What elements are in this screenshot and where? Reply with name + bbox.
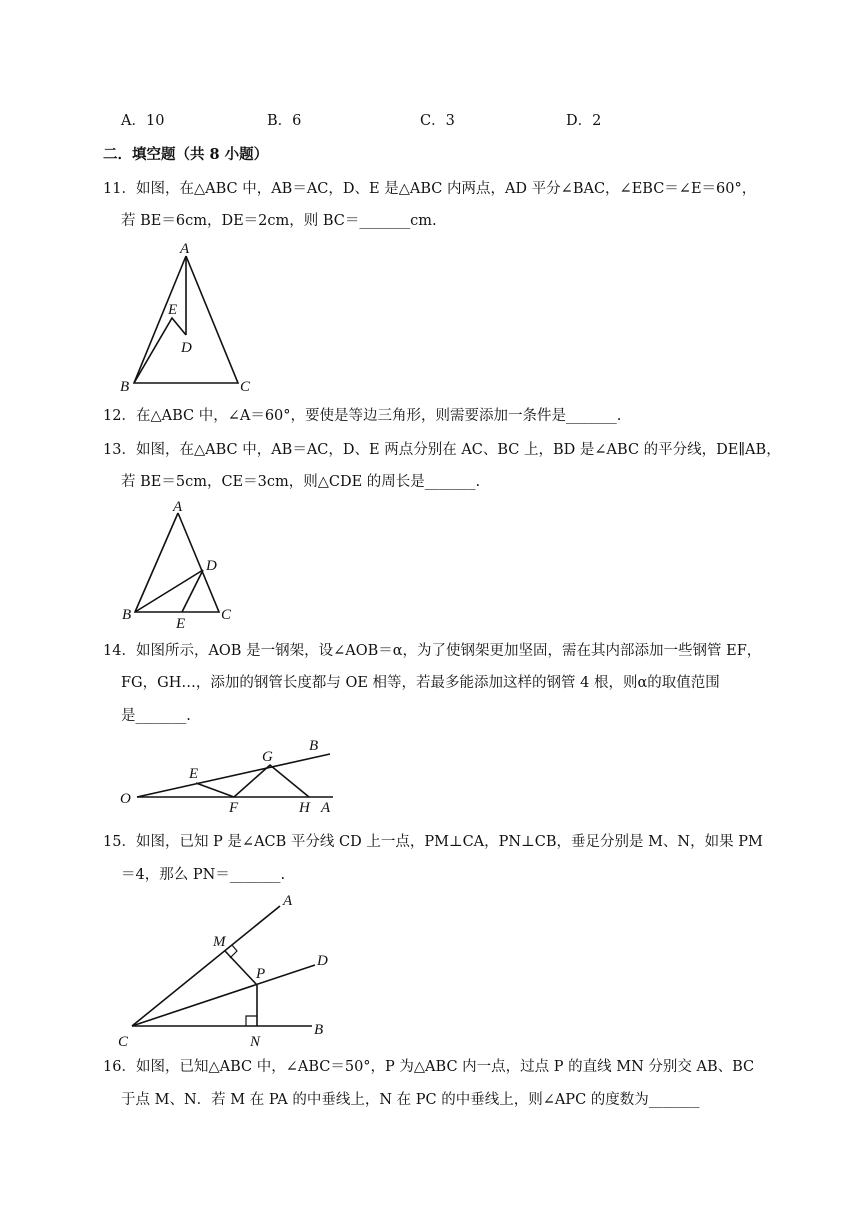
q13-label-e: E [176, 616, 186, 632]
q11-line1: 11．如图，在△ABC 中，AB＝AC，D、E 是△ABC 内两点，AD 平分∠BAC，∠EBC＝∠E＝60°， [103, 181, 757, 197]
q11-label-c: C [240, 379, 251, 395]
q13-label-b: B [122, 607, 132, 623]
q15-line1: 15．如图，已知 P 是∠ACB 平分线 CD 上一点，PM⊥CA，PN⊥CB，垂足分别是 M、N，如果 PM [103, 834, 763, 850]
q16-line2: 于点 M、N．若 M 在 PA 的中垂线上，N 在 PC 的中垂线上，则∠APC 的度数为_______ [121, 1092, 700, 1108]
q11-label-b: B [120, 379, 130, 395]
q15-line2: ＝4，那么 PN＝_______. [121, 867, 286, 883]
option-d: D．2 [566, 113, 602, 129]
q11-label-a: A [180, 241, 190, 257]
option-a: A．10 [121, 113, 165, 129]
q11-line2: 若 BE＝6cm，DE＝2cm，则 BC＝_______cm. [121, 213, 437, 229]
q14-label-g: G [262, 749, 273, 765]
q15-label-b: B [314, 1022, 324, 1038]
q13-line1: 13．如图，在△ABC 中，AB＝AC，D、E 两点分别在 AC、BC 上，BD 是∠ABC 的平分线，DE∥AB， [103, 442, 781, 458]
q14-line1: 14．如图所示，AOB 是一钢架，设∠AOB＝α，为了使钢架更加坚固，需在其内部添加一些钢管 EF， [103, 643, 762, 659]
q13-label-c: C [221, 607, 232, 623]
q13-line2: 若 BE＝5cm，CE＝3cm，则△CDE 的周长是_______. [121, 474, 481, 490]
q15-label-p: P [256, 966, 266, 982]
q14-label-b: B [309, 738, 319, 754]
q12-line1: 12．在△ABC 中，∠A＝60°，要使是等边三角形，则需要添加一条件是_______. [103, 408, 622, 424]
option-b: B．6 [267, 113, 302, 129]
q15-label-a: A [283, 893, 293, 909]
q14-line2: FG，GH…，添加的钢管长度都与 OE 相等，若最多能添加这样的钢管 4 根，则α的取值范围 [121, 675, 720, 691]
q15-label-m: M [213, 934, 226, 950]
q14-label-a: A [321, 800, 331, 816]
q14-label-h: H [299, 800, 310, 816]
section-heading: 二．填空题（共 8 小题） [103, 146, 269, 163]
q13-label-d: D [206, 558, 217, 574]
q14-label-o: O [120, 791, 131, 807]
q16-line1: 16．如图，已知△ABC 中，∠ABC＝50°，P 为△ABC 内一点，过点 P 的直线 MN 分别交 AB、BC [103, 1059, 755, 1075]
q11-label-d: D [181, 340, 192, 356]
q15-label-n: N [250, 1034, 261, 1050]
q11-label-e: E [168, 302, 178, 318]
q14-label-e: E [189, 766, 199, 782]
q13-label-a: A [173, 499, 183, 515]
q15-label-c: C [118, 1034, 129, 1050]
q14-label-f: F [229, 800, 239, 816]
option-c: C．3 [420, 113, 455, 129]
q14-line3: 是_______. [121, 708, 191, 724]
q15-label-d: D [317, 953, 328, 969]
